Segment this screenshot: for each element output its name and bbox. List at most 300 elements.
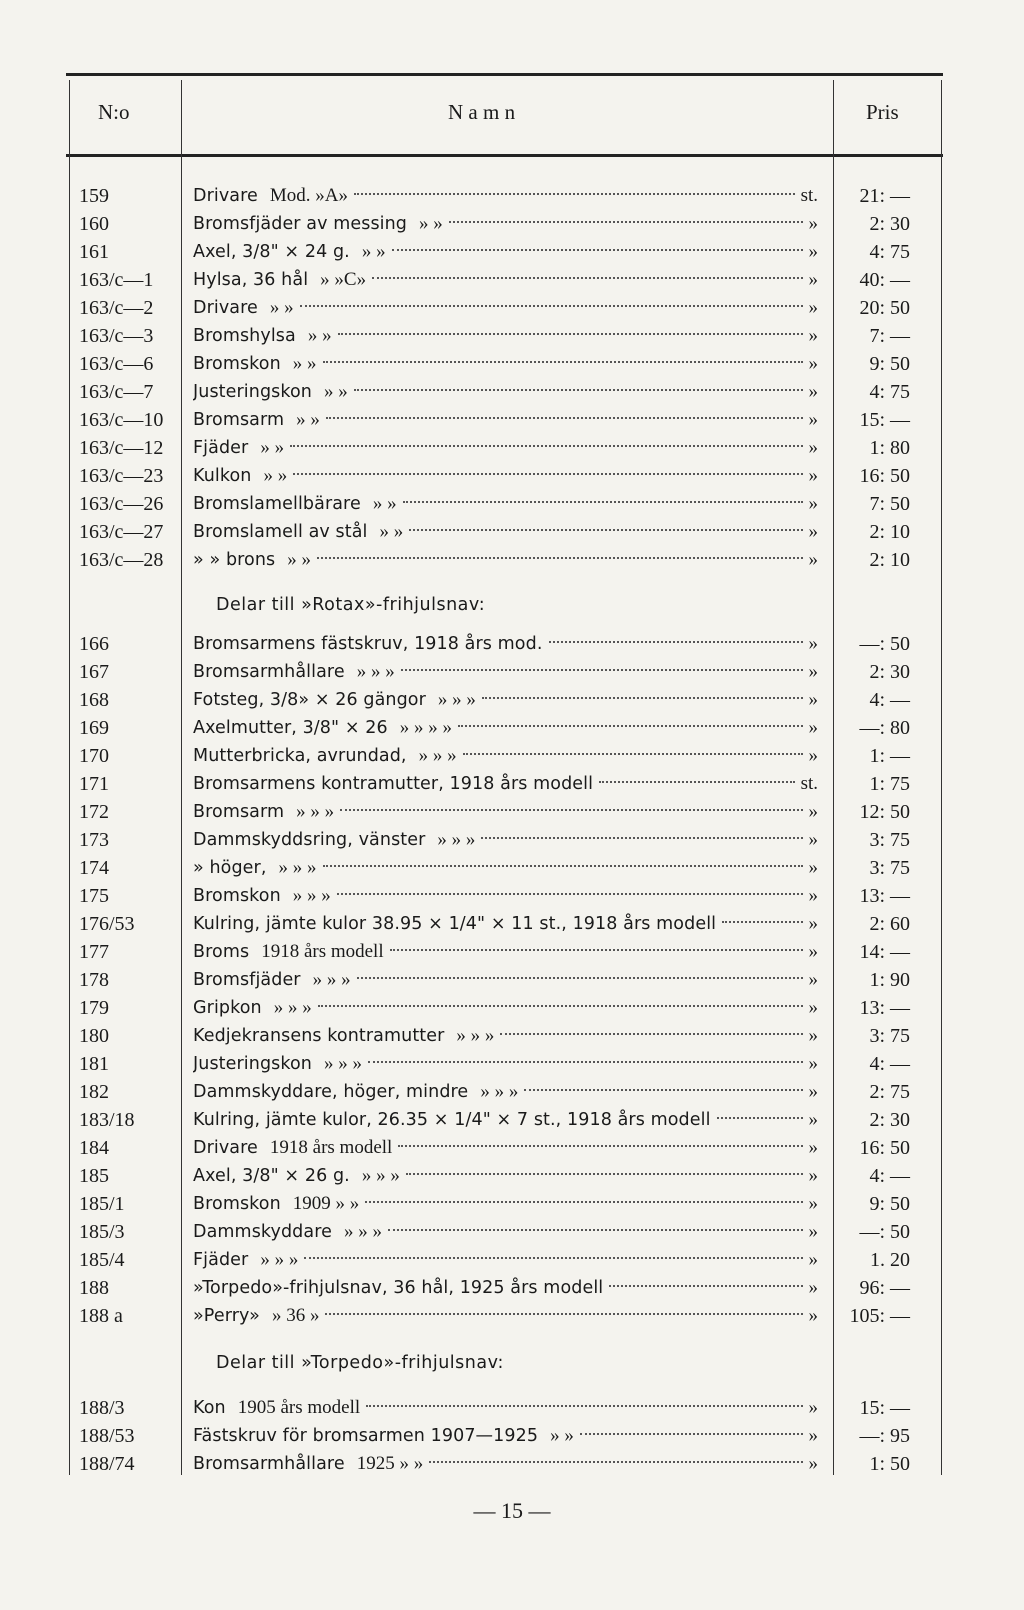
item-unit: » (808, 1109, 818, 1130)
dot-leader (388, 1228, 803, 1231)
dot-leader (409, 528, 802, 531)
dot-leader (524, 1088, 802, 1091)
item-number: 178 (79, 969, 109, 991)
item-name: Drivare (193, 1138, 258, 1158)
table-row (0, 1422, 1024, 1450)
table-row (0, 490, 1024, 518)
item-name: Kulkon (193, 466, 252, 486)
item-name: »Torpedo»-frihjulsnav, 36 hål, 1925 års modell (193, 1278, 604, 1298)
item-price: 1: 75 (869, 773, 910, 795)
item-name: Dammskyddare (193, 1222, 332, 1242)
table-row (0, 1022, 1024, 1050)
item-name: Bromsarm (193, 802, 285, 822)
item-description (193, 1190, 818, 1218)
item-price: 1: 90 (869, 969, 910, 991)
table-row (0, 1134, 1024, 1162)
item-unit: » (808, 969, 818, 990)
section-heading-torpedo: Delar till »Torpedo»-frihjulsnav: (216, 1353, 504, 1373)
dot-leader (357, 976, 803, 979)
item-model: » » » (356, 661, 395, 682)
item-name: Kulring, jämte kulor, 26.35 × 1/4" × 7 st., 1918 års modell (193, 1110, 711, 1130)
table-row (0, 294, 1024, 322)
item-number: 163/c—12 (79, 437, 164, 459)
item-model: » » (269, 297, 294, 318)
table-row (0, 910, 1024, 938)
item-unit: » (808, 1165, 818, 1186)
table-row (0, 770, 1024, 798)
item-unit: » (808, 1193, 818, 1214)
item-model: » 36 » (271, 1305, 320, 1326)
item-name: Bromsarm (193, 410, 285, 430)
header-name: N a m n (448, 100, 516, 124)
item-name: Bromsfjäder av messing (193, 214, 408, 234)
item-name: Justeringskon (193, 1054, 312, 1074)
item-description (193, 1274, 818, 1302)
item-price: 4: — (869, 1165, 910, 1187)
header-number: N:o (98, 100, 130, 124)
table-row (0, 1450, 1024, 1478)
item-name: Bromsfjäder (193, 970, 301, 990)
dot-leader (290, 444, 802, 447)
item-description (193, 350, 818, 378)
table-row (0, 798, 1024, 826)
item-name: Bromsarmhållare (193, 662, 345, 682)
item-unit: » (808, 381, 818, 402)
item-name: Bromslamell av stål (193, 522, 368, 542)
table-row (0, 966, 1024, 994)
item-model: » » (287, 549, 312, 570)
item-unit: » (808, 465, 818, 486)
item-model: » » » (418, 745, 457, 766)
item-unit: st. (800, 773, 818, 794)
item-number: 169 (79, 717, 109, 739)
item-name: Fästskruv för bromsarmen 1907—1925 (193, 1426, 539, 1446)
item-model: » » » (361, 1165, 400, 1186)
item-price: 1: 50 (869, 1453, 910, 1475)
dot-leader (340, 808, 802, 811)
dot-leader (403, 500, 803, 503)
item-unit: » (808, 1277, 818, 1298)
item-unit: » (808, 1425, 818, 1446)
item-name: Kedjekransens kontramutter (193, 1026, 445, 1046)
item-unit: » (808, 437, 818, 458)
item-model: » » » (312, 969, 351, 990)
item-description (193, 1162, 818, 1190)
item-price: 4: — (869, 1053, 910, 1075)
top-rule (66, 73, 943, 76)
item-unit: » (808, 1221, 818, 1242)
item-name: Bromsarmens kontramutter, 1918 års modell (193, 774, 594, 794)
item-name: Fotsteg, 3/8» × 26 gängor (193, 690, 426, 710)
item-description (193, 1394, 818, 1422)
dot-leader (317, 556, 802, 559)
item-price: —: 50 (859, 1221, 910, 1243)
item-price: 2: 30 (869, 1109, 910, 1131)
dot-leader (368, 1060, 803, 1063)
item-unit: » (808, 661, 818, 682)
item-description (193, 994, 818, 1022)
item-name: » » brons (193, 550, 276, 570)
item-name: Kulring, jämte kulor 38.95 × 1/4" × 11 st., 1918 års modell (193, 914, 717, 934)
item-model: Mod. »A» (269, 185, 349, 206)
item-name: Broms (193, 942, 250, 962)
item-description (193, 322, 818, 350)
item-price: 3: 75 (869, 857, 910, 879)
item-unit: » (808, 1305, 818, 1326)
item-description (193, 1106, 818, 1134)
item-price: 4: — (869, 689, 910, 711)
item-model: » » » (278, 857, 317, 878)
dot-leader (338, 332, 803, 335)
item-model: 1918 års modell (261, 941, 384, 962)
item-price: 9: 50 (869, 1193, 910, 1215)
item-name: Justeringskon (193, 382, 312, 402)
item-description (193, 742, 818, 770)
dot-leader (481, 836, 802, 839)
item-model: 1925 » » (356, 1453, 424, 1474)
item-name: Dammskyddare, höger, mindre (193, 1082, 469, 1102)
table-row (0, 1078, 1024, 1106)
item-model: » » » (480, 1081, 519, 1102)
item-model: » » (419, 213, 443, 234)
item-number: 173 (79, 829, 109, 851)
dot-leader (300, 304, 803, 307)
dot-leader (599, 780, 794, 783)
item-unit: » (808, 689, 818, 710)
table-row (0, 630, 1024, 658)
item-number: 163/c—26 (79, 493, 164, 515)
item-unit: » (808, 745, 818, 766)
item-name: Axel, 3/8" × 26 g. (193, 1166, 350, 1186)
item-description (193, 686, 818, 714)
item-price: 1: — (869, 745, 910, 767)
item-description (193, 182, 818, 210)
item-description (193, 938, 818, 966)
item-number: 179 (79, 997, 109, 1019)
item-price: 15: — (859, 409, 910, 431)
dot-leader (609, 1284, 802, 1287)
item-unit: » (808, 717, 818, 738)
item-unit: » (808, 1397, 818, 1418)
dot-leader (372, 276, 802, 279)
item-model: » » (263, 465, 288, 486)
dot-leader (354, 192, 795, 195)
item-unit: » (808, 857, 818, 878)
dot-leader (293, 472, 802, 475)
dot-leader (463, 752, 803, 755)
item-description (193, 826, 818, 854)
item-model: » » (379, 521, 404, 542)
table-row (0, 182, 1024, 210)
item-unit: » (808, 633, 818, 654)
table-row (0, 378, 1024, 406)
item-unit: » (808, 549, 818, 570)
item-model: » » (307, 325, 332, 346)
item-name: Dammskyddsring, vänster (193, 830, 426, 850)
item-unit: » (808, 1453, 818, 1474)
dot-leader (323, 360, 803, 363)
item-price: 2: 10 (869, 549, 910, 571)
item-name: Kon (193, 1398, 226, 1418)
item-number: 159 (79, 185, 109, 207)
item-description (193, 1134, 818, 1162)
item-model: » » (550, 1425, 574, 1446)
item-description (193, 910, 818, 938)
item-number: 163/c—7 (79, 381, 154, 403)
item-model: » » (323, 381, 348, 402)
item-number: 176/53 (79, 913, 135, 935)
table-row (0, 882, 1024, 910)
item-number: 185 (79, 1165, 109, 1187)
item-price: 13: — (859, 997, 910, 1019)
item-number: 177 (79, 941, 109, 963)
item-number: 185/3 (79, 1221, 125, 1243)
dot-leader (549, 640, 803, 643)
item-price: 21: — (859, 185, 910, 207)
item-number: 163/c—1 (79, 269, 154, 291)
section-heading-rotax: Delar till »Rotax»-frihjulsnav: (216, 595, 486, 615)
item-number: 163/c—27 (79, 521, 164, 543)
item-unit: » (808, 885, 818, 906)
dot-leader (366, 1404, 802, 1407)
item-price: 1. 20 (870, 1249, 910, 1271)
item-number: 188 (79, 1277, 109, 1299)
item-name: Bromsarmhållare (193, 1454, 345, 1474)
item-model: » » (260, 437, 285, 458)
dot-leader (337, 892, 803, 895)
dot-leader (722, 920, 802, 923)
item-number: 167 (79, 661, 109, 683)
dot-leader (482, 696, 803, 699)
item-name: Bromslamellbärare (193, 494, 361, 514)
item-model: » » » (456, 1025, 495, 1046)
table-row (0, 210, 1024, 238)
item-description (193, 546, 818, 574)
item-name: Bromskon (193, 354, 281, 374)
table-row (0, 518, 1024, 546)
item-name: Bromskon (193, 886, 281, 906)
item-number: 168 (79, 689, 109, 711)
item-number: 188/74 (79, 1453, 135, 1475)
table-row (0, 994, 1024, 1022)
item-number: 188 a (79, 1305, 123, 1327)
item-description (193, 854, 818, 882)
item-unit: » (808, 1053, 818, 1074)
item-price: 4: 75 (869, 381, 910, 403)
item-unit: » (808, 1081, 818, 1102)
item-model: » » » (296, 801, 335, 822)
item-description (193, 210, 818, 238)
item-number: 174 (79, 857, 109, 879)
item-description (193, 882, 818, 910)
item-unit: » (808, 1249, 818, 1270)
item-description (193, 630, 818, 658)
item-number: 161 (79, 241, 109, 263)
item-model: » » » » (399, 717, 452, 738)
item-description (193, 966, 818, 994)
item-price: 1: 80 (869, 437, 910, 459)
table-row (0, 714, 1024, 742)
table-row (0, 266, 1024, 294)
dot-leader (390, 948, 803, 951)
item-price: 9: 50 (869, 353, 910, 375)
item-number: 185/4 (79, 1249, 125, 1271)
item-description (193, 1022, 818, 1050)
item-model: » » (292, 353, 317, 374)
item-price: 16: 50 (859, 465, 910, 487)
table-row (0, 546, 1024, 574)
item-number: 188/3 (79, 1397, 125, 1419)
item-name: Axelmutter, 3/8" × 26 (193, 718, 388, 738)
item-price: —: 50 (859, 633, 910, 655)
item-name: Drivare (193, 298, 258, 318)
item-name: Hylsa, 36 hål (193, 270, 309, 290)
item-model: » » » (344, 1221, 382, 1242)
dot-leader (325, 1312, 802, 1315)
page-number: — 15 — (473, 1498, 551, 1523)
item-price: 105: — (849, 1305, 910, 1327)
item-unit: » (808, 353, 818, 374)
item-model: 1918 års modell (269, 1137, 393, 1158)
item-model: » » » (437, 829, 476, 850)
table-row (0, 854, 1024, 882)
item-number: 163/c—6 (79, 353, 154, 375)
table-row (0, 1246, 1024, 1274)
item-number: 184 (79, 1137, 109, 1159)
item-unit: » (808, 409, 818, 430)
item-price: 96: — (859, 1277, 910, 1299)
table-row (0, 1190, 1024, 1218)
item-description (193, 266, 818, 294)
item-description (193, 378, 818, 406)
item-unit: » (808, 941, 818, 962)
item-price: 7: — (869, 325, 910, 347)
item-model: » » » (273, 997, 312, 1018)
dot-leader (365, 1200, 802, 1203)
item-model: » »C» (320, 269, 367, 290)
item-description (193, 1302, 818, 1330)
item-unit: » (808, 213, 818, 234)
item-unit: » (808, 493, 818, 514)
item-price: 2: 60 (869, 913, 910, 935)
dot-leader (406, 1172, 803, 1175)
item-description (193, 1050, 818, 1078)
dot-leader (326, 416, 803, 419)
item-description (193, 714, 818, 742)
item-name: Fjäder (193, 438, 249, 458)
item-description (193, 1078, 818, 1106)
item-price: 15: — (859, 1397, 910, 1419)
item-price: 40: — (859, 269, 910, 291)
item-price: 12: 50 (859, 801, 910, 823)
item-number: 170 (79, 745, 109, 767)
table-row (0, 686, 1024, 714)
item-number: 181 (79, 1053, 109, 1075)
item-price: —: 95 (859, 1425, 910, 1447)
item-unit: » (808, 269, 818, 290)
table-row (0, 742, 1024, 770)
table-row (0, 406, 1024, 434)
dot-leader (429, 1460, 802, 1463)
item-description (193, 462, 818, 490)
item-description (193, 770, 818, 798)
dot-leader (458, 724, 803, 727)
table-row (0, 938, 1024, 966)
dot-leader (398, 1144, 802, 1147)
item-number: 185/1 (79, 1193, 125, 1215)
item-description (193, 518, 818, 546)
table-row (0, 658, 1024, 686)
item-number: 188/53 (79, 1425, 135, 1447)
table-row (0, 434, 1024, 462)
item-number: 163/c—28 (79, 549, 164, 571)
item-unit: » (808, 829, 818, 850)
item-name: Bromsarmens fästskruv, 1918 års mod. (193, 634, 543, 654)
dot-leader (449, 220, 803, 223)
item-price: 4: 75 (869, 241, 910, 263)
item-model: 1909 » » (292, 1193, 360, 1214)
item-number: 183/18 (79, 1109, 135, 1131)
item-price: 13: — (859, 885, 910, 907)
item-description (193, 1246, 818, 1274)
item-name: »Perry» (193, 1306, 260, 1326)
dot-leader (717, 1116, 803, 1119)
dot-leader (580, 1432, 803, 1435)
table-row (0, 1218, 1024, 1246)
item-description (193, 238, 818, 266)
item-price: 2: 30 (869, 213, 910, 235)
item-description (193, 798, 818, 826)
item-unit: » (808, 1025, 818, 1046)
table-row (0, 350, 1024, 378)
dot-leader (401, 668, 803, 671)
table-row (0, 1050, 1024, 1078)
table-row (0, 1394, 1024, 1422)
item-number: 163/c—2 (79, 297, 154, 319)
table-row (0, 1106, 1024, 1134)
dot-leader (304, 1256, 802, 1259)
item-description (193, 294, 818, 322)
item-name: Gripkon (193, 998, 262, 1018)
dot-leader (500, 1032, 802, 1035)
item-unit: » (808, 325, 818, 346)
dot-leader (354, 388, 803, 391)
header-rule (66, 154, 943, 157)
item-price: 14: — (859, 941, 910, 963)
item-description (193, 658, 818, 686)
item-model: » » (372, 493, 397, 514)
item-price: 2: 30 (869, 661, 910, 683)
table-row (0, 826, 1024, 854)
item-price: 2: 10 (869, 521, 910, 543)
item-unit: » (808, 297, 818, 318)
item-number: 163/c—23 (79, 465, 164, 487)
item-model: » » » (292, 885, 331, 906)
item-description (193, 406, 818, 434)
item-number: 166 (79, 633, 109, 655)
table-row (0, 238, 1024, 266)
item-description (193, 1218, 818, 1246)
table-row (0, 1274, 1024, 1302)
item-unit: » (808, 521, 818, 542)
item-number: 175 (79, 885, 109, 907)
item-name: Drivare (193, 186, 258, 206)
item-price: 20: 50 (859, 297, 910, 319)
item-price: 3: 75 (869, 829, 910, 851)
item-model: 1905 års modell (237, 1397, 361, 1418)
table-row (0, 1302, 1024, 1330)
item-name: Bromskon (193, 1194, 281, 1214)
